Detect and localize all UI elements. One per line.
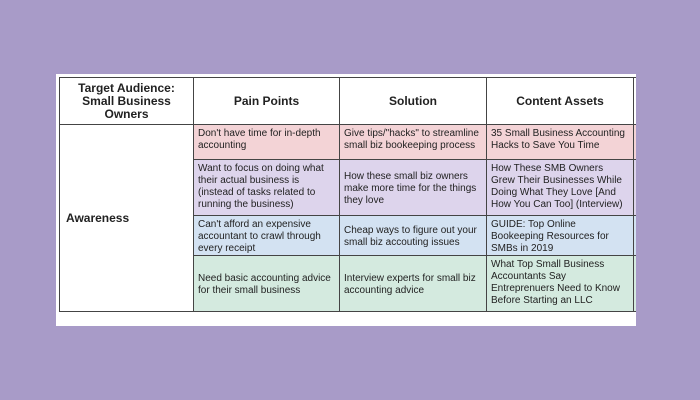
header-extra-column [634, 78, 637, 125]
spreadsheet-image [56, 74, 636, 326]
pain-point-cell: Need basic accounting advice for their small business [194, 256, 340, 312]
extra-cell [634, 160, 637, 216]
header-content-assets: Content Assets [487, 78, 634, 125]
content-asset-cell: What Top Small Business Accountants Say Entreprenuers Need to Know Before Starting an LLC [487, 256, 634, 312]
solution-cell: Interview experts for small biz accounting advice [340, 256, 487, 312]
stage-awareness: Awareness [60, 125, 194, 312]
content-asset-cell: How These SMB Owners Grew Their Businesses While Doing What They Love [And How You Can Too] (Interview) [487, 160, 634, 216]
header-row [60, 78, 637, 125]
content-strategy-table [59, 77, 636, 312]
pain-point-cell: Can't afford an expensive accountant to crawl through every receipt [194, 216, 340, 256]
pain-point-cell: Want to focus on doing what their actual business is (instead of tasks related to running the business) [194, 160, 340, 216]
solution-cell: How these small biz owners make more time for the things they love [340, 160, 487, 216]
solution-cell: Cheap ways to figure out your small biz accouting issues [340, 216, 487, 256]
extra-cell [634, 216, 637, 256]
header-solution: Solution [340, 78, 487, 125]
header-pain-points: Pain Points [194, 78, 340, 125]
table-row [60, 125, 637, 160]
header-target-audience: Target Audience: Small Business Owners [60, 78, 194, 125]
content-asset-cell: GUIDE: Top Online Bookeeping Resources for SMBs in 2019 [487, 216, 634, 256]
pain-point-cell: Don't have time for in-depth accounting [194, 125, 340, 160]
solution-cell: Give tips/"hacks" to streamline small biz bookeeping process [340, 125, 487, 160]
extra-cell [634, 256, 637, 312]
extra-cell [634, 125, 637, 160]
content-asset-cell: 35 Small Business Accounting Hacks to Save You Time [487, 125, 634, 160]
